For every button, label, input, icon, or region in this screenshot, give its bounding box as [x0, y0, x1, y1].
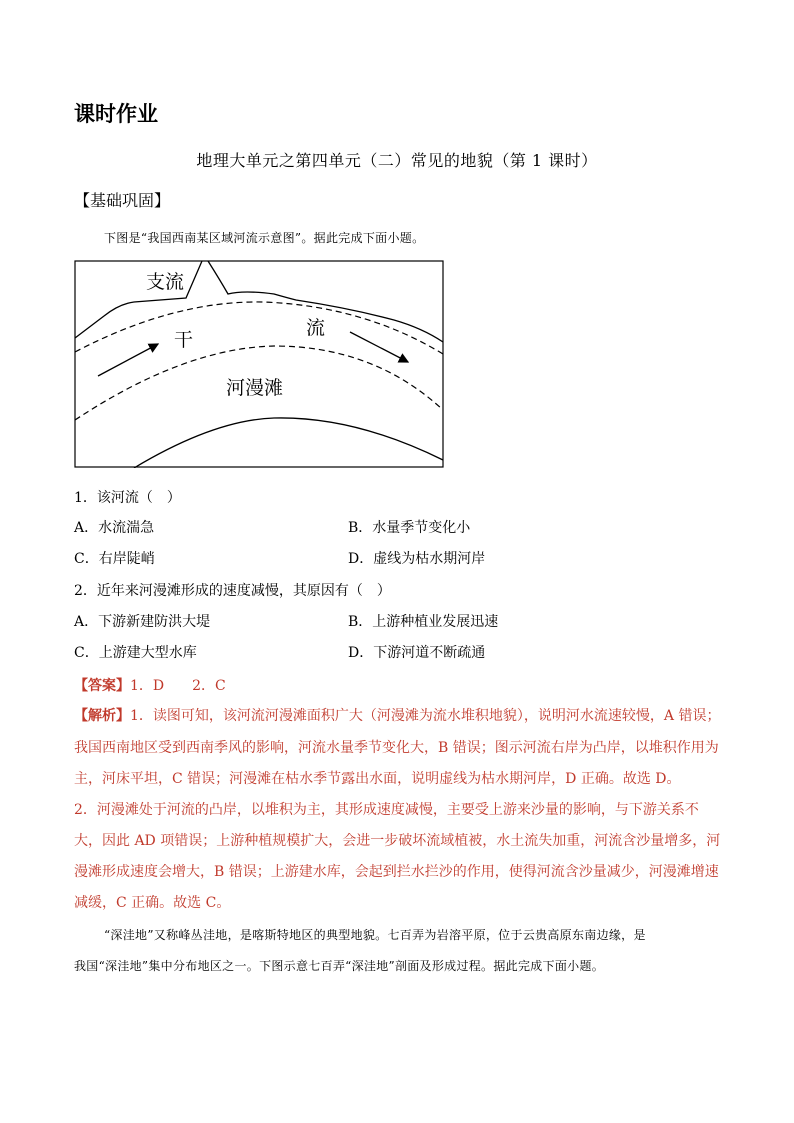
label-main-left: 干 [174, 329, 194, 351]
lesson-subtitle: 地理大单元之第四单元（二）常见的地貌（第 1 课时） [196, 151, 598, 170]
q1-stem: 1．该河流（ ） [74, 490, 181, 506]
q1-option-a[interactable]: A．水流湍急 [74, 520, 155, 536]
section-heading: 【基础巩固】 [74, 191, 171, 210]
analysis-line-5: 大，因此 AD 项错误；上游种植规模扩大，会进一步破坏流域植被，水土流失加重，河流含沙量增多，河 [74, 833, 721, 849]
answer-tag: 【答案】 [74, 678, 130, 694]
q2-stem: 2．近年来河漫滩形成的速度减慢，其原因有（ ） [74, 583, 391, 599]
analysis-line-6: 漫滩形成速度会增大，B 错误；上游建水库，会起到拦水拦沙的作用，使得河流含沙量减少，河漫滩增速 [74, 864, 719, 880]
intro2-line-1: “深洼地”又称峰丛洼地，是喀斯特地区的典型地貌。七百弄为岩溶平原，位于云贵高原东南边缘，是 [104, 928, 646, 942]
river-diagram [74, 260, 444, 468]
intro2-line-2: 我国“深洼地”集中分布地区之一。下图示意七百弄“深洼地”剖面及形成过程。据此完成下面小题。 [74, 959, 605, 973]
q1-option-b[interactable]: B．水量季节变化小 [348, 520, 471, 536]
question-intro: 下图是“我国西南某区域河流示意图”。据此完成下面小题。 [104, 231, 425, 245]
answer-text: 1．D 2．C [130, 678, 226, 694]
answer-row [74, 675, 226, 695]
label-floodplain: 河漫滩 [226, 377, 284, 399]
label-main-right: 流 [306, 317, 326, 339]
q1-option-d[interactable]: D．虚线为枯水期河岸 [348, 551, 486, 567]
analysis-line-3: 主，河床平坦，C 错误；河漫滩在枯水季节露出水面，说明虚线为枯水期河岸，D 正确。故选 D。 [74, 771, 681, 787]
q2-option-a[interactable]: A．下游新建防洪大堤 [74, 614, 211, 630]
page-title: 课时作业 [74, 102, 158, 126]
q1-option-c[interactable]: C．右岸陡峭 [74, 551, 155, 567]
analysis-line-4: 2．河漫滩处于河流的凸岸，以堆积为主，其形成速度减慢，主要受上游来沙量的影响，与下游关系不 [74, 802, 699, 818]
q2-option-c[interactable]: C．上游建大型水库 [74, 645, 197, 661]
label-tributary: 支流 [146, 271, 185, 293]
analysis-line-2: 我国西南地区受到西南季风的影响，河流水量季节变化大，B 错误；图示河流右岸为凸岸，以堆积作用为 [74, 740, 719, 756]
analysis-tag: 【解析】 [74, 708, 130, 724]
q2-option-d[interactable]: D．下游河道不断疏通 [348, 645, 486, 661]
q2-option-b[interactable]: B．上游种植业发展迅速 [348, 614, 499, 630]
analysis-line-1: 【解析】1．读图可知，该河流河漫滩面积广大（河漫滩为流水堆积地貌），说明河水流速较慢，A 错误； [74, 708, 721, 724]
analysis-line-7: 减缓，C 正确。故选 C。 [74, 895, 231, 911]
